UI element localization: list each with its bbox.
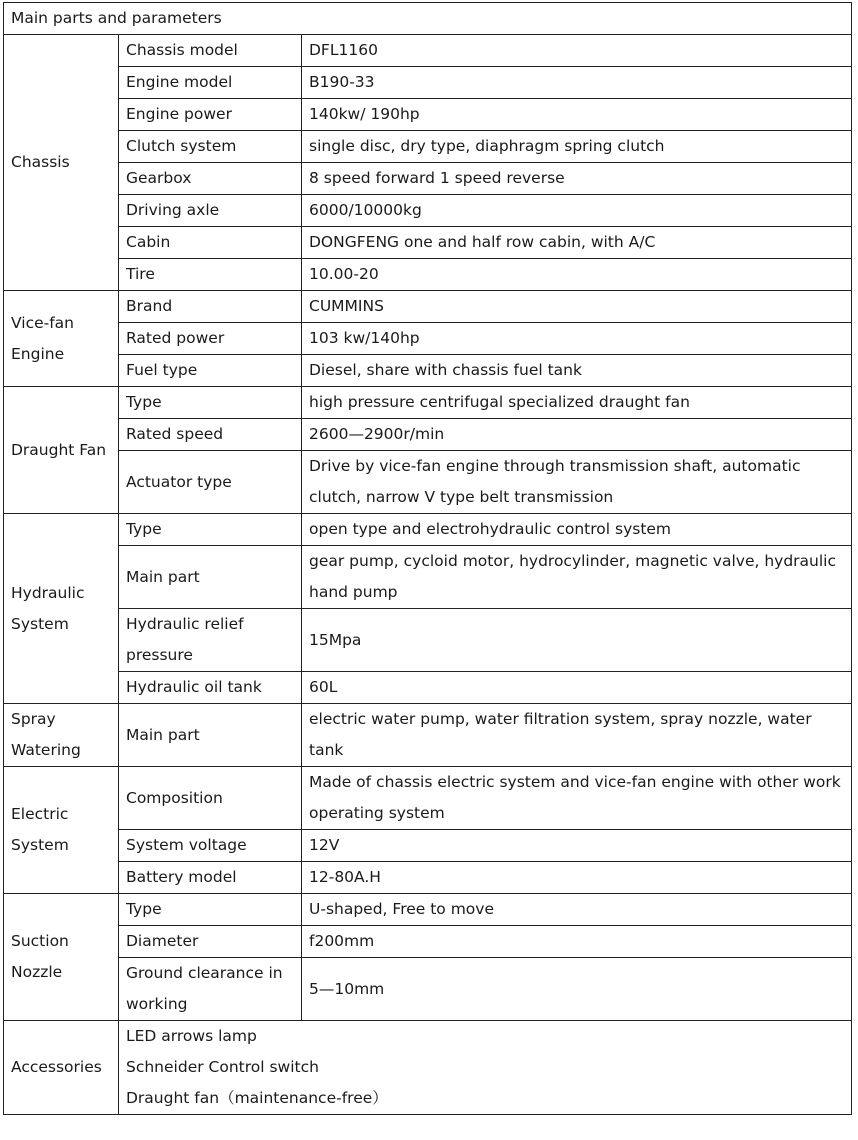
param-value: U-shaped, Free to move	[302, 894, 852, 926]
table-row	[4, 514, 852, 546]
param-value: 140kw/ 190hp	[302, 99, 852, 131]
param-name: Engine model	[119, 67, 302, 99]
accessories-list	[119, 1021, 852, 1115]
group-label-chassis: Chassis	[4, 35, 119, 291]
table-row	[4, 894, 852, 926]
param-value: 12-80A.H	[302, 862, 852, 894]
param-value: Diesel, share with chassis fuel tank	[302, 355, 852, 387]
param-value: open type and electrohydraulic control system	[302, 514, 852, 546]
param-name: Driving axle	[119, 195, 302, 227]
group-label-accessories: Accessories	[4, 1021, 119, 1115]
accessory-item: Schneider Control switch	[126, 1058, 319, 1076]
table-row	[4, 672, 852, 704]
table-row	[4, 35, 852, 67]
param-name: Main part	[119, 704, 302, 767]
table-row	[4, 704, 852, 767]
table-row	[4, 67, 852, 99]
param-value: DONGFENG one and half row cabin, with A/C	[302, 227, 852, 259]
param-name: Gearbox	[119, 163, 302, 195]
group-label-spray-watering: Spray Watering	[4, 704, 119, 767]
param-name: Type	[119, 514, 302, 546]
table-row	[4, 926, 852, 958]
param-name: System voltage	[119, 830, 302, 862]
param-value: B190-33	[302, 67, 852, 99]
table-row	[4, 323, 852, 355]
group-label-draught-fan: Draught Fan	[4, 387, 119, 514]
param-value: Made of chassis electric system and vice-fan engine with other work operating system	[302, 767, 852, 830]
table-row	[4, 609, 852, 672]
param-value: electric water pump, water filtration system, spray nozzle, water tank	[302, 704, 852, 767]
table-row	[4, 546, 852, 609]
table-row	[4, 131, 852, 163]
table-row	[4, 830, 852, 862]
group-label-vice-fan-engine: Vice-fan Engine	[4, 291, 119, 387]
table-row	[4, 451, 852, 514]
group-label-suction-nozzle: Suction Nozzle	[4, 894, 119, 1021]
param-name: Battery model	[119, 862, 302, 894]
table-row	[4, 767, 852, 830]
param-name: Actuator type	[119, 451, 302, 514]
accessory-item: Draught fan（maintenance-free）	[126, 1089, 388, 1107]
param-value: 103 kw/140hp	[302, 323, 852, 355]
table-row	[4, 163, 852, 195]
param-name: Rated speed	[119, 419, 302, 451]
table-row	[4, 99, 852, 131]
param-value: 6000/10000kg	[302, 195, 852, 227]
param-value: single disc, dry type, diaphragm spring clutch	[302, 131, 852, 163]
param-name: Brand	[119, 291, 302, 323]
param-value: 60L	[302, 672, 852, 704]
param-name: Cabin	[119, 227, 302, 259]
param-value: high pressure centrifugal specialized draught fan	[302, 387, 852, 419]
param-value: f200mm	[302, 926, 852, 958]
param-value: 2600—2900r/min	[302, 419, 852, 451]
param-name: Fuel type	[119, 355, 302, 387]
param-name: Engine power	[119, 99, 302, 131]
param-value: 8 speed forward 1 speed reverse	[302, 163, 852, 195]
param-name: Clutch system	[119, 131, 302, 163]
param-name: Diameter	[119, 926, 302, 958]
param-value: 10.00-20	[302, 259, 852, 291]
table-row	[4, 862, 852, 894]
param-name: Hydraulic oil tank	[119, 672, 302, 704]
param-name: Ground clearance in working	[119, 958, 302, 1021]
param-name: Composition	[119, 767, 302, 830]
table-row	[4, 355, 852, 387]
param-name: Hydraulic relief pressure	[119, 609, 302, 672]
table-row	[4, 419, 852, 451]
table-row	[4, 387, 852, 419]
accessory-item: LED arrows lamp	[126, 1027, 257, 1045]
parameters-table	[3, 2, 852, 1115]
param-value: CUMMINS	[302, 291, 852, 323]
param-name: Type	[119, 387, 302, 419]
param-value: 5—10mm	[302, 958, 852, 1021]
param-name: Rated power	[119, 323, 302, 355]
table-title-row	[4, 3, 852, 35]
param-name: Chassis model	[119, 35, 302, 67]
table-row	[4, 1021, 852, 1115]
param-value: 15Mpa	[302, 609, 852, 672]
param-value: Drive by vice-fan engine through transmission shaft, automatic clutch, narrow V type belt transmission	[302, 451, 852, 514]
param-value: 12V	[302, 830, 852, 862]
table-row	[4, 958, 852, 1021]
param-name: Tire	[119, 259, 302, 291]
table-title: Main parts and parameters	[4, 3, 852, 35]
table-row	[4, 195, 852, 227]
table-row	[4, 227, 852, 259]
param-value: DFL1160	[302, 35, 852, 67]
group-label-hydraulic-system: Hydraulic System	[4, 514, 119, 704]
param-name: Type	[119, 894, 302, 926]
param-value: gear pump, cycloid motor, hydrocylinder, magnetic valve, hydraulic hand pump	[302, 546, 852, 609]
group-label-electric-system: Electric System	[4, 767, 119, 894]
table-row	[4, 259, 852, 291]
param-name: Main part	[119, 546, 302, 609]
table-row	[4, 291, 852, 323]
